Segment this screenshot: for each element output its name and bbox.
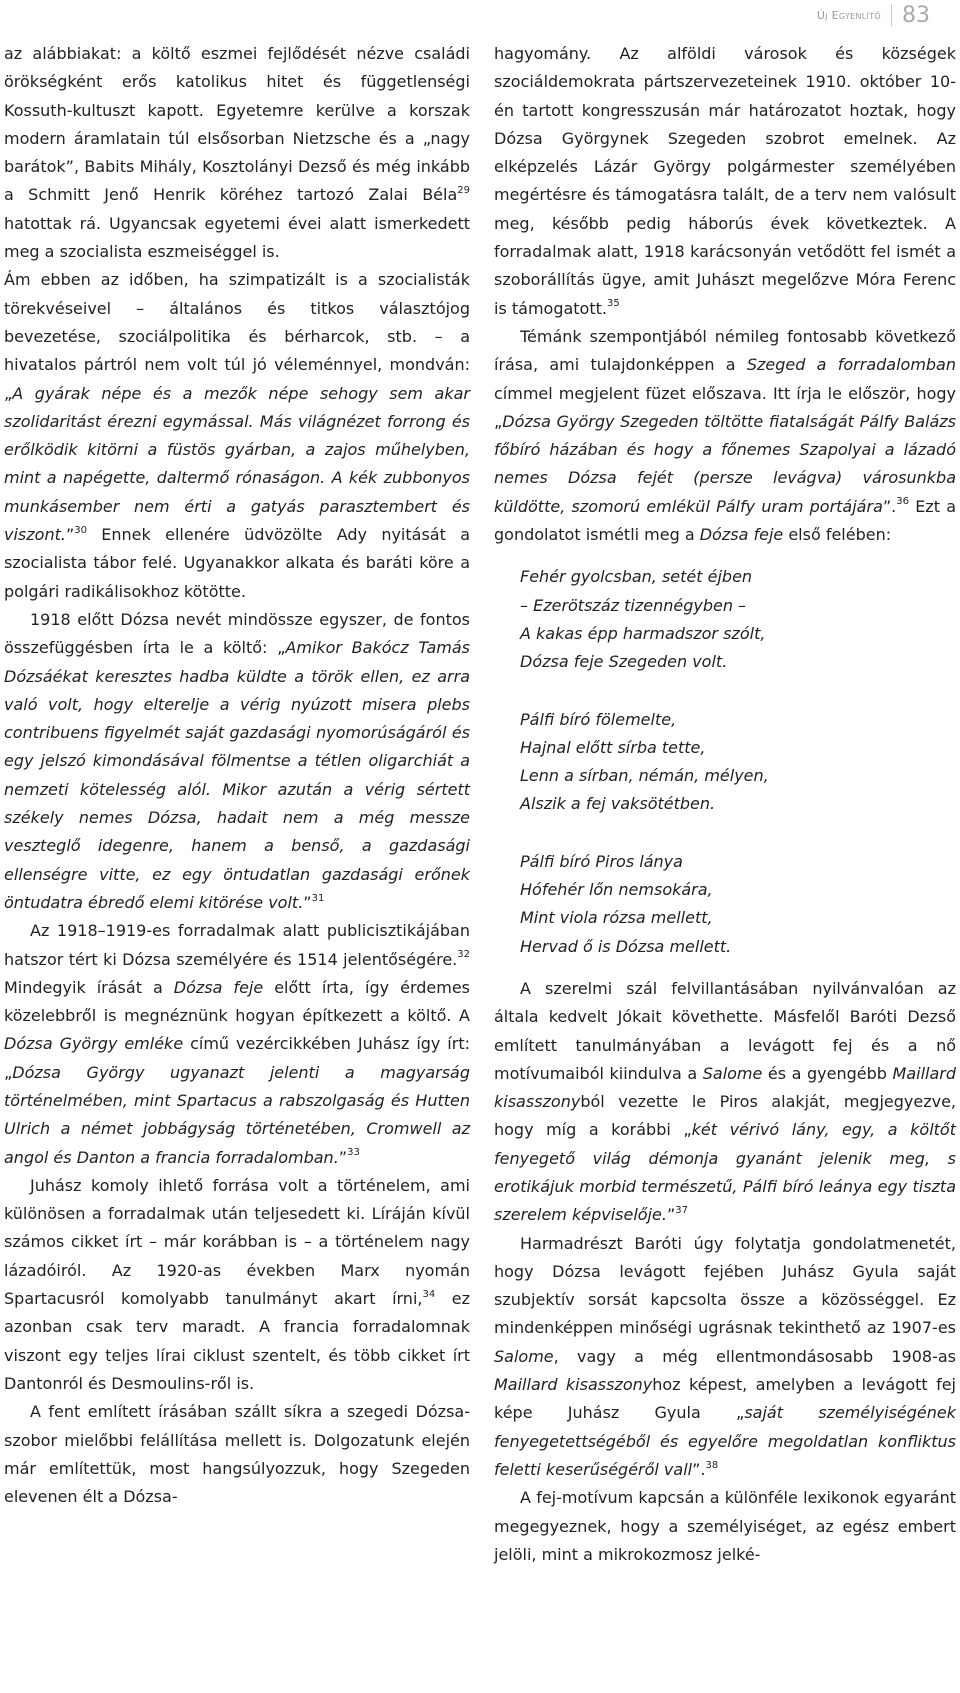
poem-line: Fehér gyolcsban, setét éjben xyxy=(520,567,753,587)
italic-text: Dózsa György ugyanazt jelenti a magyarság történelmében, mint Spartacus a rabszolgaság és Hutten Ulrich a német jobbágyság történetében, Cromwell az angol és Danton a francia forradalomban. xyxy=(4,1062,470,1167)
running-header xyxy=(817,0,930,30)
italic-text: két vérivó lány, egy, a költőt fenyegető világ démonja gyanánt jelenik meg, s erotikájuk morbid természetű, Pálfi bíró leánya egy tiszta szerelem képviselője. xyxy=(494,1120,956,1225)
footnote-ref: 35 xyxy=(606,298,620,310)
paragraph xyxy=(4,1172,470,1398)
paragraph xyxy=(4,40,470,266)
poem-line: Dózsa feje Szegeden volt. xyxy=(520,652,728,672)
italic-text: Maillard kisasszony xyxy=(494,1375,653,1395)
poem-quote xyxy=(520,563,956,961)
text-run: előtt írta, így érdemes közelebbről is megnéznünk hogyan építkezett a költő. A xyxy=(4,977,470,1026)
footnote-ref: 37 xyxy=(675,1204,688,1216)
right-column-text-bottom xyxy=(494,975,956,1569)
text-run: ” xyxy=(65,525,75,545)
text-run: első felében: xyxy=(783,525,892,545)
text-run: Témánk szempontjából némileg fontosabb következő írása, ami tulajdonképpen a xyxy=(494,326,956,375)
paragraph xyxy=(4,1398,470,1511)
footnote-ref: 38 xyxy=(705,1459,719,1471)
right-column xyxy=(494,40,956,1569)
footnote-ref: 32 xyxy=(457,949,470,961)
text-run: ból vezette le Piros alakját, megjegyezve, hogy míg a korábbi „ xyxy=(494,1092,956,1140)
text-run: Az 1918–1919-es forradalmak alatt publicisztikájában hatszor tért ki Dózsa személyére és 1514 jelentőségére. xyxy=(4,921,470,969)
poem-line: Mint viola rózsa mellett, xyxy=(520,908,713,928)
text-run: A fent említett írásában szállt síkra a szegedi Dózsa-szobor mielőbbi felállítása mellett is. Dolgozatunk elején már említettük, most hangsúlyozzuk, hogy Szegeden elevenen élt a Dózsa- xyxy=(4,1402,470,1507)
poem-line: Pálfi bíró Piros lánya xyxy=(520,851,683,871)
poem-stanza xyxy=(520,706,956,819)
text-run: című vezércikkében Juhász így írt: „ xyxy=(4,1034,470,1082)
right-column-text-top xyxy=(494,40,956,549)
paragraph xyxy=(494,323,956,549)
poem-line: Hajnal előtt sírba tette, xyxy=(520,737,706,757)
poem-line: Pálfi bíró fölemelte, xyxy=(520,709,677,729)
text-run: Harmadrészt Baróti úgy folytatja gondolatmenetét, hogy Dózsa levágott fejében Juhász Gyula saját szubjektív sorsát kapcsolta össze a közösséggel. Ez mindenképpen minőségi ugrásnak tekinthető az 1907-es xyxy=(494,1233,956,1338)
text-run: ” xyxy=(338,1147,348,1167)
text-run: , vagy a még ellentmondásosabb 1908-as xyxy=(553,1346,956,1366)
text-run: ”. xyxy=(692,1459,706,1479)
text-run: Mindegyik írását a xyxy=(4,977,174,997)
poem-line: Hervad ő is Dózsa mellett. xyxy=(520,936,732,956)
page-number: 83 xyxy=(902,2,930,28)
italic-text: A gyárak népe és a mezők népe sehogy sem akar szolidaritást érezni egymással. Más világnézet forrong és erőlködik kitörni a füstös gyárban, a zajos műhelyben, mint a napégette, daltermő rónaságon. A kék zubbonyos munkásember nem érti a gatyás parasztembert és viszont. xyxy=(4,383,470,545)
text-run: A szerelmi szál felvillantásában nyilvánvalóan az általa kedvelt Jókait követhette. Másfelől Baróti Dezső említett tanulmányában a levágott fej és a nő motívumaiból kiindulva a xyxy=(494,978,956,1083)
paragraph xyxy=(494,40,956,323)
paragraph xyxy=(494,1484,956,1569)
text-run: Ennek ellenére üdvözölte Ady nyitását a szocialista tábor felé. Ugyanakkor alkata és baráti köre a polgári radikálisokhoz kötötte. xyxy=(4,525,470,601)
italic-text: Szeged a forradalomban xyxy=(746,355,956,375)
text-run: hatottak rá. Ugyancsak egyetemi évei alatt ismerkedett meg a szocialista eszmeiséggel is. xyxy=(4,213,470,262)
poem-stanza xyxy=(520,848,956,961)
paragraph xyxy=(494,1230,956,1485)
footnote-ref: 31 xyxy=(311,892,325,904)
italic-text: Maillard kisasszony xyxy=(494,1063,956,1112)
poem-line: – Ezerötszáz tizennégyben – xyxy=(520,595,747,615)
text-run: címmel megjelent füzet előszava. Itt írja le először, hogy „ xyxy=(494,383,956,431)
text-run: Ezt a gondolatot ismétli meg a xyxy=(494,496,956,545)
text-run: Ám ebben az időben, ha szimpatizált is a szocialisták törekvéseivel – általános és titkos választójog bevezetése, szociálpolitika és bérharcok, stb. – a hivatalos pártról nem volt túl jó véleménnyel, mondván: „ xyxy=(4,270,470,403)
footnote-ref: 36 xyxy=(896,496,909,508)
text-run: és a gyengébb xyxy=(762,1063,893,1083)
text-run: ”. xyxy=(882,496,897,516)
text-run: Juhász komoly ihlető forrása volt a történelem, ami különösen a forradalmak után teljesedett ki. Líráján kívül számos cikket írt – már korábban is – a történelem nagy lázadóiról. Az 1920-as években Marx nyomán Spartacusról komolyabb tanulmányt akart írni, xyxy=(4,1175,470,1309)
text-run: 1918 előtt Dózsa nevét mindössze egyszer, de fontos összefüggésben írta le a költő: „ xyxy=(4,609,470,658)
text-run: ” xyxy=(666,1205,676,1225)
italic-text: Salome xyxy=(702,1063,763,1083)
poem-line: Alszik a fej vaksötétben. xyxy=(520,794,716,814)
italic-text: Dózsa feje xyxy=(699,525,784,545)
text-run: hoz képest, amelyben a levágott fej képe Juhász Gyula „ xyxy=(494,1375,957,1423)
footnote-ref: 33 xyxy=(347,1147,360,1159)
paragraph xyxy=(494,975,956,1230)
text-run: az alábbiakat: a költő eszmei fejlődését nézve családi örökségként erős katolikus hitet és függetlenségi Kossuth-kultuszt kapott. Egyetemre kerülve a korszak modern áramlatain túl elsősorban Nietzsche és a „nagy barátok”, Babits Mihály, Kosztolányi Dezső és még inkább a Schmitt Jenő Henrik köréhez tartozó Zalai Béla xyxy=(4,44,470,205)
poem-line: A kakas épp harmadszor szólt, xyxy=(520,623,766,643)
italic-text: Dózsa feje xyxy=(173,977,264,997)
italic-text: Dózsa György emléke xyxy=(4,1034,184,1054)
italic-text: saját személyiségének fenyegetettségéből és egyelőre megoldatlan konfliktus feletti keserűségéről vall xyxy=(494,1403,956,1479)
italic-text: Salome xyxy=(494,1346,554,1366)
left-column xyxy=(4,40,470,1511)
footnote-ref: 30 xyxy=(74,524,87,536)
footnote-ref: 34 xyxy=(422,1288,436,1300)
italic-text: Dózsa György Szegeden töltötte fiatalságát Pálfy Balázs főbíró házában és hogy a főnemes Szapolyai a lázadó nemes Dózsa fejét (persze levágva) városunkba küldötte, szomorú emlékül Pálfy uram portájára xyxy=(494,411,956,516)
header-divider xyxy=(891,4,892,26)
paragraph xyxy=(4,266,470,606)
paragraph xyxy=(4,917,470,1172)
paragraph xyxy=(4,606,470,917)
text-run: hagyomány. Az alföldi városok és községek szociáldemokrata pártszervezeteinek 1910. október 10-én tartott kongresszusán már határozatot hoztak, hogy Dózsa Györgynek Szegeden szobrot emelnek. Az elképzelés Lázár György polgármester személyében megértésre és támogatásra talált, de a terv nem valósult meg, később pedig háborús évek következtek. A forradalmak alatt, 1918 karácsonyán vetődött fel ismét a szoborállítás ügye, amit Juhászt megelőzve Móra Ferenc is támogatott. xyxy=(494,44,956,318)
text-run: A fej-motívum kapcsán a különféle lexikonok egyaránt megegyeznek, hogy a személyiséget, az egész embert jelöli, mint a mikrokozmosz jelké- xyxy=(494,1488,956,1564)
journal-title: Új Egyenlítő xyxy=(816,8,881,22)
poem-stanza xyxy=(520,563,956,676)
footnote-ref: 29 xyxy=(457,185,470,197)
poem-line: Lenn a sírban, némán, mélyen, xyxy=(520,766,769,786)
italic-text: Amikor Bakócz Tamás Dózsáékat keresztes hadba küldte a török ellen, ez arra való volt, hogy elterelje a vérig nyúzott misera plebs contribuens figyelmét saját gazdasági nyomorúságáról és egy jelszó kimondásával fölmentse a tétlen oligarchiát a nemzeti kötelesség alól. Mikor azután a vérig sértett székely nemes Dózsa, hadait nem a még messze veszteglő idegenre, hanem a benső, a gazdasági ellenségre vitte, ez egy öntudatlan gazdasági erőnek öntudatra ébredő elemi kitörése volt. xyxy=(4,638,470,912)
poem-line: Hófehér lőn nemsokára, xyxy=(520,880,713,900)
text-run: ” xyxy=(303,892,312,912)
text-run: ez azonban csak terv maradt. A francia forradalomnak viszont egy teljes lírai ciklust szentelt, és több cikket írt Dantonról és Desmoulins-ről is. xyxy=(4,1289,470,1393)
